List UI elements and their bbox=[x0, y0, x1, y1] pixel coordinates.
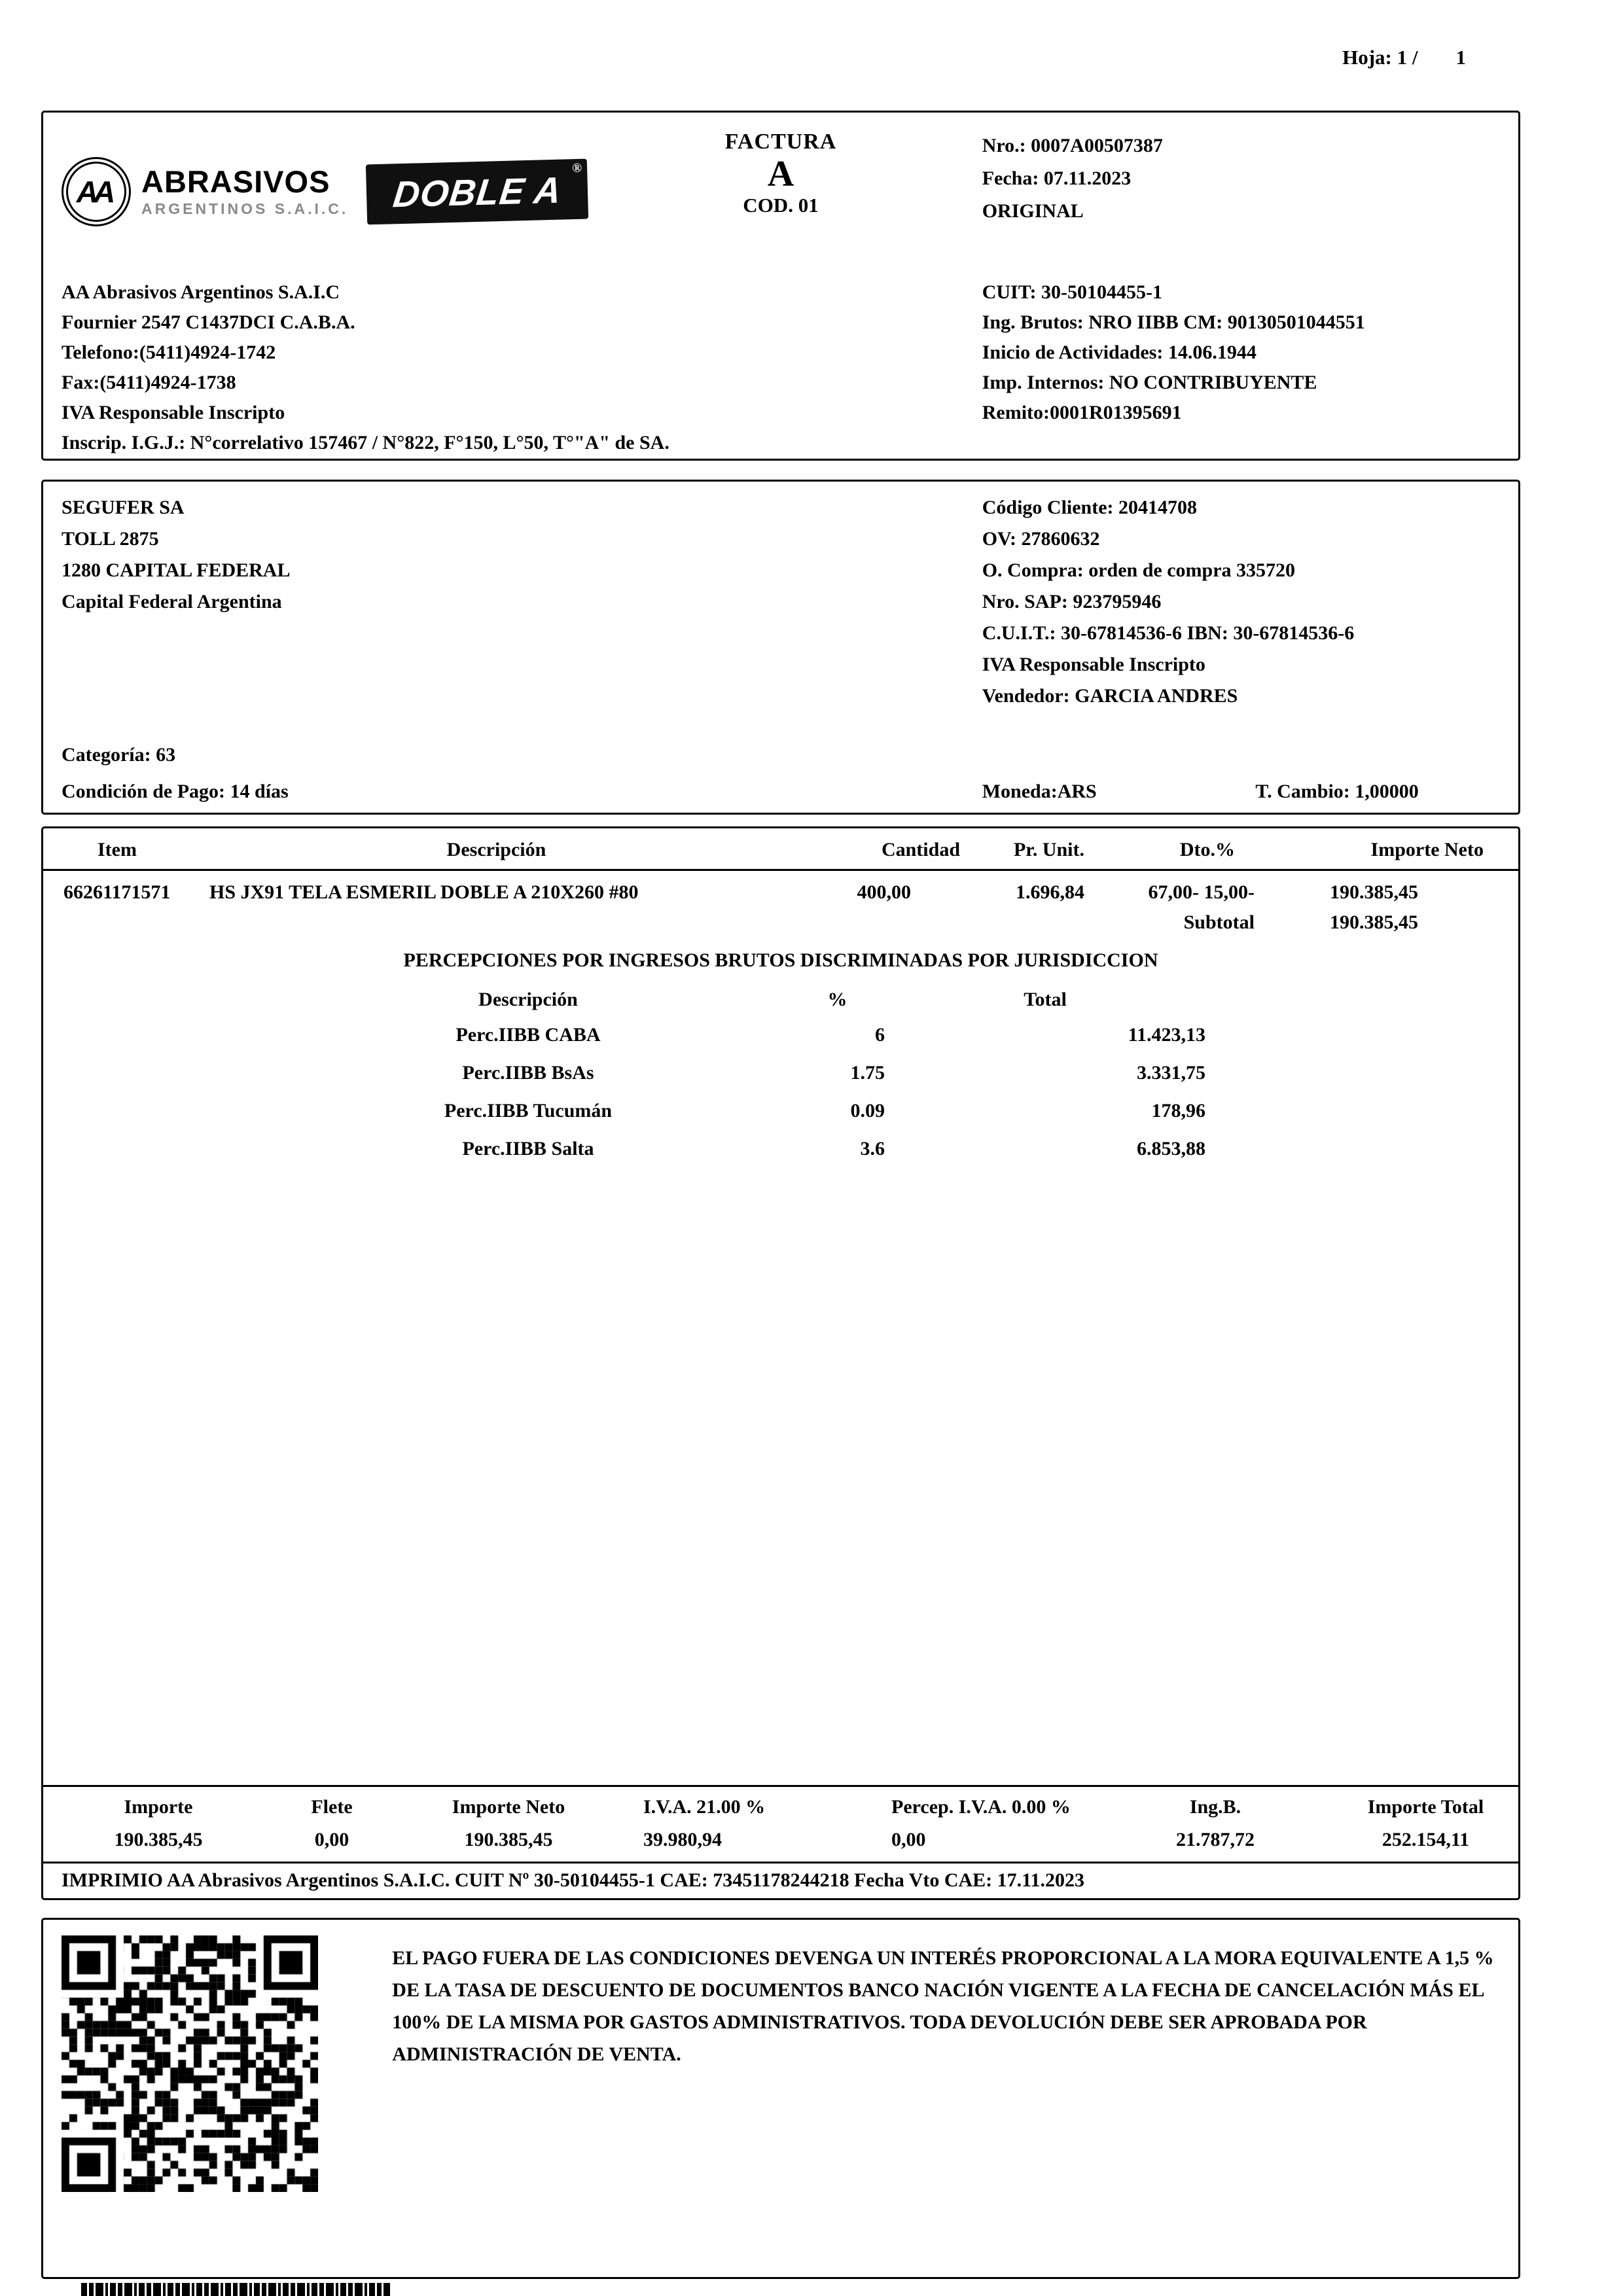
total-percep-iva: 0,00 bbox=[891, 1829, 926, 1850]
subtotal-value: 190.385,45 bbox=[1330, 911, 1418, 933]
perc-col-descripcion: Descripción bbox=[478, 989, 578, 1010]
header-top-row bbox=[62, 123, 1500, 272]
customer-line: TOLL 2875 bbox=[62, 528, 159, 550]
legal-text: EL PAGO FUERA DE LAS CONDICIONES DEVENGA UN INTERÉS PROPORCIONAL A LA MORA EQUIVALENTE A 1,5 % DE LA TASA DE DESCUENTO DE DOCUMENTOS BANCO NACIÓN VIGENTE A LA FECHA DE CANCELACIÓN MÁS EL 100% DE LA MISMA POR GASTOS ADMINISTRATIVOS. TODA DEVOLUCIÓN DEBE SER APROBADA POR ADMINISTRACIÓN DE VENTA. bbox=[392, 1947, 1494, 2065]
perc-jurisdiccion: Perc.IIBB BsAs bbox=[462, 1062, 594, 1084]
total-col-iva: I.V.A. 21.00 % bbox=[643, 1796, 766, 1818]
col-header-dto: Dto.% bbox=[1179, 839, 1235, 860]
brand-subname: ARGENTINOS S.A.I.C. bbox=[141, 200, 349, 217]
customer-line: SEGUFER SA bbox=[62, 497, 185, 518]
barcode bbox=[81, 2283, 390, 2296]
payment-terms-row bbox=[62, 776, 1500, 807]
original-label: ORIGINAL bbox=[982, 200, 1084, 222]
header-box bbox=[41, 111, 1520, 461]
percepcion-row bbox=[43, 1054, 1518, 1092]
customer-address-block bbox=[62, 492, 982, 712]
percepciones-title: PERCEPCIONES POR INGRESOS BRUTOS DISCRIMINADAS POR JURISDICCION bbox=[403, 949, 1158, 971]
subtotal-row bbox=[43, 904, 1518, 934]
customer-meta-line: C.U.I.T.: 30-67814536-6 IBN: 30-67814536-6 bbox=[982, 622, 1355, 644]
totals-values-row bbox=[43, 1829, 1518, 1851]
issuer-line: Fournier 2547 C1437DCI C.A.B.A. bbox=[62, 311, 355, 333]
perc-jurisdiccion: Perc.IIBB Tucumán bbox=[444, 1100, 613, 1122]
registered-trademark-icon: ® bbox=[572, 160, 582, 176]
perc-pct: 1.75 bbox=[850, 1062, 885, 1084]
issuer-fiscal-block bbox=[982, 277, 1500, 458]
invoice-meta-block bbox=[982, 130, 1163, 228]
fiscal-line: Inicio de Actividades: 14.06.1944 bbox=[982, 342, 1257, 363]
issuer-line: Inscrip. I.G.J.: N°correlativo 157467 / N°822, F°150, L°50, T°"A" de SA. bbox=[62, 432, 669, 453]
invoice-number: Nro.: 0007A00507387 bbox=[982, 135, 1163, 156]
issuer-line: Fax:(5411)4924-1738 bbox=[62, 372, 236, 393]
perc-pct: 6 bbox=[875, 1024, 885, 1046]
customer-meta-line: OV: 27860632 bbox=[982, 528, 1100, 550]
invoice-cod: COD. 01 bbox=[743, 194, 819, 217]
qr-code bbox=[62, 1935, 318, 2192]
customer-box bbox=[41, 480, 1520, 815]
issuer-line: IVA Responsable Inscripto bbox=[62, 402, 285, 423]
perc-jurisdiccion: Perc.IIBB Salta bbox=[462, 1138, 594, 1159]
doble-a-label: DOBLE A bbox=[391, 169, 564, 215]
fiscal-line: Imp. Internos: NO CONTRIBUYENTE bbox=[982, 372, 1317, 393]
issuer-line: AA Abrasivos Argentinos S.A.I.C bbox=[62, 281, 340, 303]
percepcion-row bbox=[43, 1130, 1518, 1168]
page-counter-label: Hoja: 1 / bbox=[1342, 46, 1418, 69]
total-importe: 190.385,45 bbox=[114, 1829, 203, 1850]
total-importe-neto: 190.385,45 bbox=[464, 1829, 553, 1850]
total-ingb: 21.787,72 bbox=[1176, 1829, 1255, 1850]
item-net-amount: 190.385,45 bbox=[1330, 881, 1418, 903]
col-header-pr-unit: Pr. Unit. bbox=[1013, 839, 1084, 860]
issuer-line: Telefono:(5411)4924-1742 bbox=[62, 342, 276, 363]
customer-category: Categoría: 63 bbox=[62, 744, 176, 766]
footer-box bbox=[41, 1918, 1520, 2279]
cae-line: IMPRIMIO AA Abrasivos Argentinos S.A.I.C. CUIT Nº 30-50104455-1 CAE: 73451178244218 Fecha Vto CAE: 17.11.2023 bbox=[43, 1862, 1518, 1898]
percepciones-header bbox=[43, 983, 1518, 1016]
invoice-letter: A bbox=[767, 154, 794, 194]
items-table-header bbox=[43, 828, 1518, 871]
perc-jurisdiccion: Perc.IIBB CABA bbox=[455, 1024, 601, 1046]
perc-total: 11.423,13 bbox=[1128, 1024, 1205, 1046]
fiscal-line: Remito:0001R01395691 bbox=[982, 402, 1182, 423]
customer-line: Capital Federal Argentina bbox=[62, 591, 282, 612]
customer-meta-line: Código Cliente: 20414708 bbox=[982, 497, 1198, 518]
brand-name: ABRASIVOS bbox=[141, 164, 330, 199]
document-type-block bbox=[725, 130, 837, 217]
total-col-flete: Flete bbox=[311, 1796, 353, 1818]
item-unit-price: 1.696,84 bbox=[1016, 881, 1084, 903]
total-col-importe-neto: Importe Neto bbox=[452, 1796, 565, 1818]
col-header-cantidad: Cantidad bbox=[881, 839, 960, 860]
items-box bbox=[41, 826, 1520, 1900]
aa-monogram-icon: AA bbox=[62, 157, 131, 226]
customer-line: 1280 CAPITAL FEDERAL bbox=[62, 559, 291, 581]
qr-code-wrap bbox=[62, 1935, 319, 2261]
doble-a-logo bbox=[366, 159, 588, 225]
total-col-importe: Importe bbox=[124, 1796, 193, 1818]
perc-pct: 0.09 bbox=[850, 1100, 885, 1122]
perc-total: 3.331,75 bbox=[1137, 1062, 1205, 1084]
item-quantity: 400,00 bbox=[857, 881, 911, 903]
exchange-rate: T. Cambio: 1,00000 bbox=[1255, 781, 1419, 802]
item-code: 66261171571 bbox=[63, 881, 171, 903]
total-importe-total: 252.154,11 bbox=[1382, 1829, 1470, 1850]
fiscal-line: Ing. Brutos: NRO IIBB CM: 90130501044551 bbox=[982, 311, 1365, 333]
issuer-address-block bbox=[62, 277, 982, 458]
table-row bbox=[43, 871, 1518, 904]
customer-info-row bbox=[62, 492, 1500, 712]
item-description: HS JX91 TELA ESMERIL DOBLE A 210X260 #80 bbox=[209, 881, 639, 903]
totals-section bbox=[43, 1785, 1518, 1898]
subtotal-label: Subtotal bbox=[1183, 911, 1255, 933]
col-header-importe-neto: Importe Neto bbox=[1370, 839, 1484, 860]
issuer-logo bbox=[62, 157, 588, 226]
total-flete: 0,00 bbox=[314, 1829, 349, 1850]
perc-total: 178,96 bbox=[1151, 1100, 1205, 1122]
col-header-item: Item bbox=[98, 839, 137, 860]
percepcion-row bbox=[43, 1092, 1518, 1130]
invoice-date: Fecha: 07.11.2023 bbox=[982, 168, 1132, 189]
perc-total: 6.853,88 bbox=[1137, 1138, 1205, 1159]
total-col-ingb: Ing.B. bbox=[1189, 1796, 1241, 1818]
payment-terms: Condición de Pago: 14 días bbox=[62, 781, 289, 802]
perc-col-pct: % bbox=[827, 989, 847, 1010]
total-col-importe-total: Importe Total bbox=[1367, 1796, 1484, 1818]
customer-meta-block bbox=[982, 492, 1500, 712]
total-col-percep-iva: Percep. I.V.A. 0.00 % bbox=[891, 1796, 1071, 1818]
customer-meta-line: Nro. SAP: 923795946 bbox=[982, 591, 1162, 612]
currency: Moneda:ARS bbox=[982, 781, 1097, 802]
document-type: FACTURA bbox=[724, 130, 837, 154]
page-counter bbox=[1342, 46, 1466, 69]
customer-meta-line: O. Compra: orden de compra 335720 bbox=[982, 559, 1296, 581]
total-iva: 39.980,94 bbox=[643, 1829, 722, 1850]
percepcion-row bbox=[43, 1016, 1518, 1054]
totals-header-row bbox=[43, 1796, 1518, 1818]
perc-col-total: Total bbox=[1024, 989, 1067, 1010]
perc-pct: 3.6 bbox=[860, 1138, 885, 1159]
col-header-descripcion: Descripción bbox=[446, 839, 546, 860]
item-discount: 67,00- 15,00- bbox=[1148, 881, 1255, 903]
issuer-info-row bbox=[62, 277, 1500, 458]
page-counter-total: 1 bbox=[1455, 46, 1466, 69]
customer-meta-line: IVA Responsable Inscripto bbox=[982, 654, 1205, 675]
fiscal-line: CUIT: 30-50104455-1 bbox=[982, 281, 1162, 303]
brand-wordmark bbox=[141, 166, 348, 218]
customer-meta-line: Vendedor: GARCIA ANDRES bbox=[982, 685, 1238, 707]
